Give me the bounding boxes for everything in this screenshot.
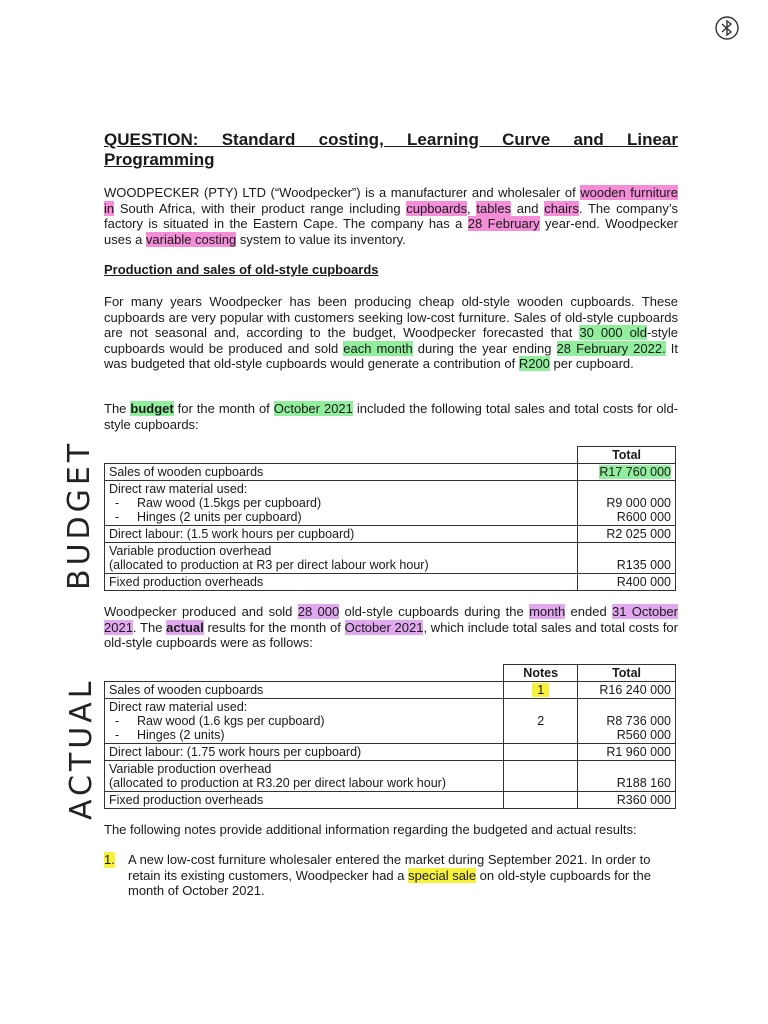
table-row: Direct labour: (1.75 work hours per cupboard) R1 960 000 [105,744,676,761]
table-row: Sales of wooden cupboards R17 760 000 [105,464,676,481]
actual-intro-paragraph: Woodpecker produced and sold 28 000 old-style cupboards during the month ended 31 October 2021. The actual results for the month of October 2021, which include total sales and total costs for old-style cupboards were as follows: [104,604,678,650]
total-header: Total [578,665,676,682]
note-text: A new low-cost furniture wholesaler entered the market during September 2021. In order to retain its existing customers, Woodpecker had a special sale on old-style cupboards for the month of October 2021. [128,852,651,898]
table-row: Direct labour: (1.5 work hours per cupboard) R2 025 000 [105,526,676,543]
table-row: Sales of wooden cupboards 1 R16 240 000 [105,682,676,699]
notes-intro-paragraph: The following notes provide additional information regarding the budgeted and actual results: [104,822,637,837]
bluetooth-stamp-icon [713,14,741,42]
table-row: Fixed production overheads R400 000 [105,574,676,591]
table-header-row [105,665,676,682]
budget-table [104,446,676,591]
table-row: Fixed production overheads R360 000 [105,792,676,809]
budget-intro-paragraph: The budget for the month of October 2021 included the following total sales and total costs for old-style cupboards: [104,401,679,432]
table-row: Direct raw material used: - Raw wood (1.5kgs per cupboard) - Hinges (2 units per cupboard) R9 000 000 R600 000 [105,481,676,526]
production-paragraph: For many years Woodpecker has been producing cheap old-style wooden cupboards. These cupboards are very popular with customers seeking low-cost furniture. Sales of old-style cupboards are not seasonal and, according to the budget, Woodpecker forecasted that 30 000 old-style cupboards would be produced and sold each month during the year ending 28 February 2022. It was budgeted that old-style cupboards would generate a contribution of R200 per cupboard. [104,294,678,371]
total-header: Total [578,447,676,464]
section-subheading: Production and sales of old-style cupboards [104,262,379,277]
notes-header: Notes [504,665,578,682]
table-row: Direct raw material used: - Raw wood (1.6 kgs per cupboard) - Hinges (2 units) 2 R8 736 000 R560 000 [105,699,676,744]
handwritten-budget-label: BUDGET [62,439,97,590]
note-number: 1. [104,852,115,867]
actual-table [104,664,676,809]
handwritten-actual-label: ACTUAL [64,677,99,820]
table-row: Variable production overhead (allocated to production at R3 per direct labour work hour) R135 000 [105,543,676,574]
table-row: Variable production overhead (allocated to production at R3.20 per direct labour work hour) R188 160 [105,761,676,792]
table-header-row [105,447,676,464]
question-title: QUESTION: Standard costing, Learning Curve and Linear Programming [104,130,678,169]
intro-paragraph: WOODPECKER (PTY) LTD (“Woodpecker”) is a manufacturer and wholesaler of wooden furniture in South Africa, with their product range including cupboards, tables and chairs. The company’s factory is situated in the Eastern Cape. The company has a 28 February year-end. Woodpecker uses a variable costing system to value its inventory. [104,185,679,247]
